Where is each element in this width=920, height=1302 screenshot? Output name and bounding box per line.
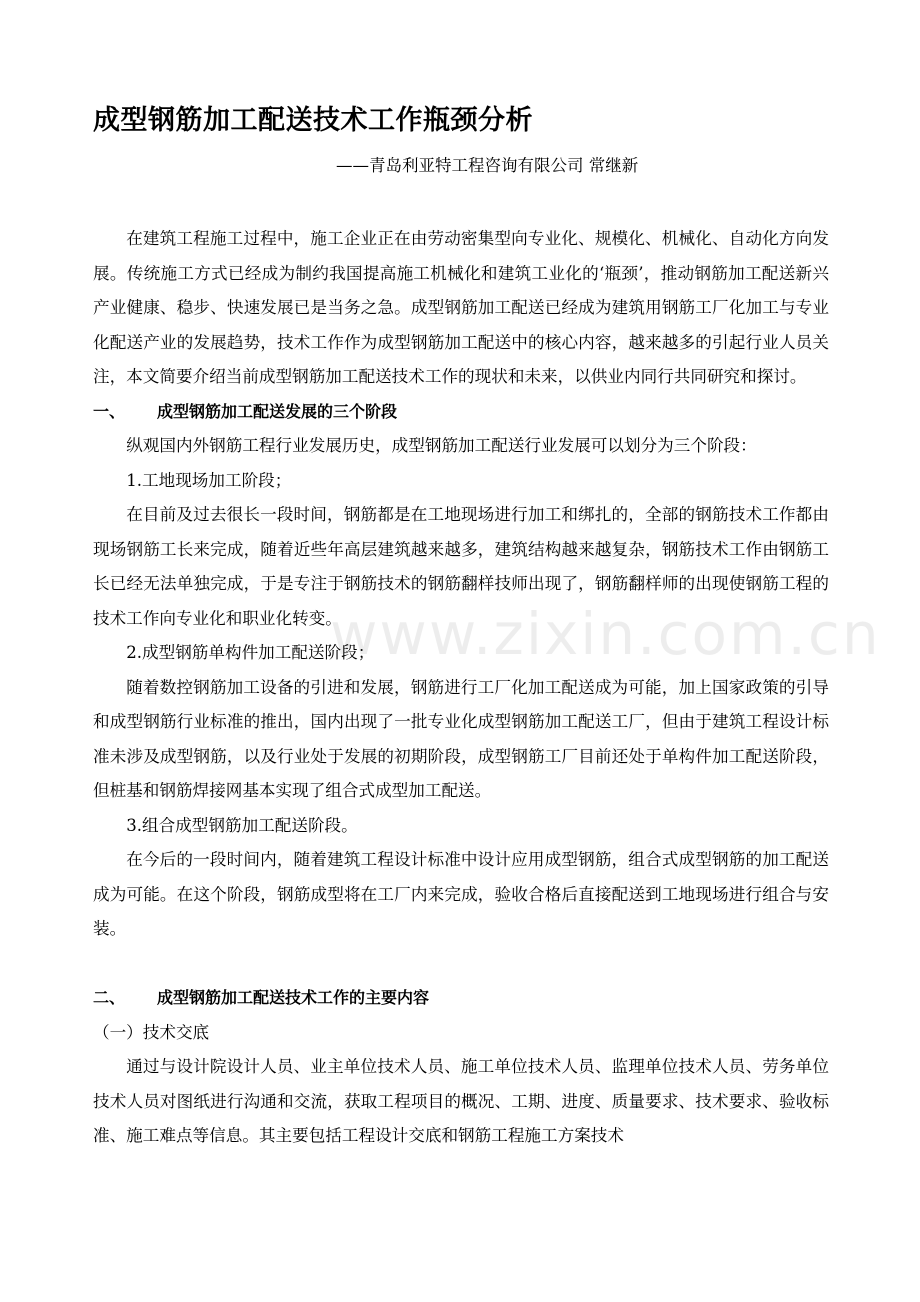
subsection-1-text: 通过与设计院设计人员、业主单位技术人员、施工单位技术人员、监理单位技术人员、劳务单位技术人员对图纸进行沟通和交流，获取工程项目的概况、工期、进度、质量要求、技术要求、验收标准、施工难点等信息。其主要包括工程设计交底和钢筋工程施工方案技术 — [93, 1057, 829, 1145]
stage-2-text: 随着数控钢筋加工设备的引进和发展，钢筋进行工厂化加工配送成为可能，加上国家政策的引导和成型钢筋行业标准的推出，国内出现了一批专业化成型钢筋加工配送工厂，但由于建筑工程设计标准未涉及成型钢筋，以及行业处于发展的初期阶段，成型钢筋工厂目前还处于单构件加工配送阶段，但桩基和钢筋焊接网基本实现了组合式成型加工配送。 — [93, 677, 829, 800]
document-title: 成型钢筋加工配送技术工作瓶颈分析 — [93, 105, 533, 136]
stage-1-text: 在目前及过去很长一段时间，钢筋都是在工地现场进行加工和绑扎的，全部的钢筋技术工作都由现场钢筋工长来完成，随着近些年高层建筑越来越多，建筑结构越来越复杂，钢筋技术工作由钢筋工长已经无法单独完成，于是专注于钢筋技术的钢筋翻样技师出现了，钢筋翻样师的出现使钢筋工程的技术工作向专业化和职业化转变。 — [93, 505, 829, 628]
stage-3-text: 在今后的一段时间内，随着建筑工程设计标准中设计应用成型钢筋，组合式成型钢筋的加工配送成为可能。在这个阶段，钢筋成型将在工厂内来完成，验收合格后直接配送到工地现场进行组合与安装。 — [93, 850, 829, 938]
section-1-number: 一、 — [93, 401, 126, 421]
section-2-number: 二、 — [93, 988, 126, 1007]
section-1-heading — [93, 395, 829, 430]
document-body — [93, 222, 829, 1154]
section-spacer — [93, 947, 829, 982]
section-2-heading — [93, 981, 829, 1016]
author-byline: ——青岛利亚特工程咨询有限公司 常继新 — [336, 156, 639, 175]
section-1-title: 成型钢筋加工配送发展的三个阶段 — [157, 401, 398, 421]
stage-3-title: 3.组合成型钢筋加工配送阶段。 — [126, 815, 358, 835]
section-1-lead: 纵观国内外钢筋工程行业发展历史，成型钢筋加工配送行业发展可以划分为三个阶段： — [126, 436, 757, 455]
watermark: www.zixin.com.cn — [330, 600, 881, 668]
stage-1-title: 1.工地现场加工阶段； — [126, 470, 292, 490]
section-2-title: 成型钢筋加工配送技术工作的主要内容 — [157, 988, 430, 1007]
stage-2-title: 2.成型钢筋单构件加工配送阶段； — [126, 643, 375, 662]
intro-paragraph: 在建筑工程施工过程中，施工企业正在由劳动密集型向专业化、规模化、机械化、自动化方向发展。传统施工方式已经成为制约我国提高施工机械化和建筑工业化的‘瓶颈’，推动钢筋加工配送新兴产业健康、稳步、快速发展已是当务之急。成型钢筋加工配送已经成为建筑用钢筋工厂化加工与专业化配送产业的发展趋势，技术工作作为成型钢筋加工配送中的核心内容，越来越多的引起行业人员关注，本文简要介绍当前成型钢筋加工配送技术工作的现状和未来，以供业内同行共同研究和探讨。 — [93, 229, 829, 386]
subsection-1-title: （一）技术交底 — [93, 1022, 210, 1042]
